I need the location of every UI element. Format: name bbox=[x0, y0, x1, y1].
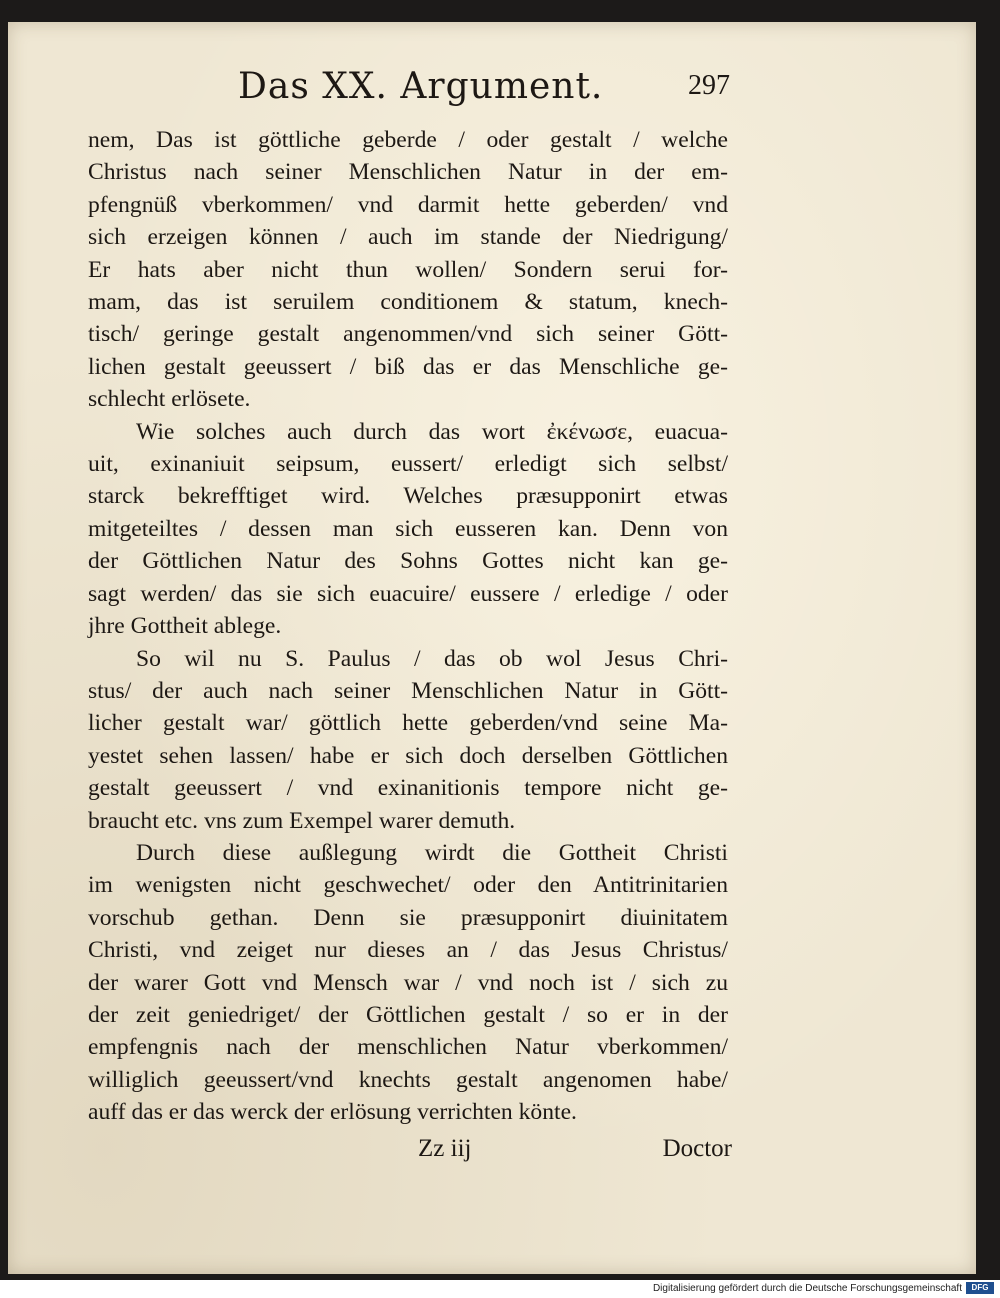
text-line: Er hats aber nicht thun wollen/ Sondern serui for- bbox=[88, 256, 728, 283]
text-line: sagt werden/ das sie sich euacuire/ eussere / erledige / oder bbox=[88, 580, 728, 607]
text-line: mam, das ist seruilem conditionem & statum, knech- bbox=[88, 289, 728, 316]
text-line: mitgeteiltes / dessen man sich eusseren kan. Denn von bbox=[88, 515, 728, 542]
dfg-logo: DFG bbox=[966, 1282, 994, 1294]
text-line: der warer Gott vnd Mensch war / vnd noch ist / sich zu bbox=[88, 969, 728, 996]
text-line: So wil nu S. Paulus / das ob wol Jesus Chri- bbox=[136, 645, 728, 672]
running-title: Das XX. Argument. bbox=[238, 66, 604, 107]
text-line: starck bekrefftiget wird. Welches præsupponirt etwas bbox=[88, 483, 728, 510]
text-line: braucht etc. vns zum Exempel warer demuth. bbox=[88, 807, 516, 834]
paragraph bbox=[88, 643, 728, 837]
text-line: Christi, vnd zeiget nur dieses an / das Jesus Christus/ bbox=[88, 937, 728, 964]
catchword: Doctor bbox=[662, 1134, 732, 1162]
paragraph bbox=[88, 124, 728, 416]
text-line: nem, Das ist göttliche geberde / oder gestalt / welche bbox=[88, 127, 728, 153]
text-line: jhre Gottheit ablege. bbox=[88, 613, 282, 640]
text-line: gestalt geeussert / vnd exinanitionis tempore nicht ge- bbox=[88, 775, 728, 802]
page-number: 297 bbox=[688, 70, 730, 101]
text-line: Wie solches auch durch das wort ἐκένωσε, euacua- bbox=[136, 418, 728, 445]
signature-mark: Zz iij bbox=[418, 1134, 472, 1162]
text-line: Durch diese außlegung wirdt die Gottheit Christi bbox=[136, 839, 728, 866]
running-head bbox=[88, 62, 728, 124]
text-line: stus/ der auch nach seiner Menschlichen Natur in Gött- bbox=[88, 677, 728, 704]
text-line: im wenigsten nicht geschwechet/ oder den Antitrinitarien bbox=[88, 872, 728, 899]
text-block bbox=[88, 62, 732, 1169]
text-line: williglich geeussert/vnd knechts gestalt angenomen habe/ bbox=[88, 1066, 728, 1093]
text-line: tisch/ geringe gestalt angenommen/vnd sich seiner Gött- bbox=[88, 321, 728, 348]
text-line: vorschub gethan. Denn sie præsupponirt diuinitatem bbox=[88, 904, 728, 931]
paragraph bbox=[88, 837, 728, 1129]
text-line: pfengnüß vberkommen/ vnd darmit hette geberden/ vnd bbox=[88, 191, 728, 218]
book-page bbox=[8, 22, 976, 1274]
text-line: licher gestalt war/ göttlich hette geberden/vnd seine Ma- bbox=[88, 710, 728, 737]
text-line: auff das er das werck der erlösung verrichten könte. bbox=[88, 1099, 577, 1126]
text-line: Christus nach seiner Menschlichen Natur in der em- bbox=[88, 159, 728, 186]
body-text bbox=[88, 124, 728, 1129]
text-line: uit, exinaniuit seipsum, eussert/ erledigt sich selbst/ bbox=[88, 451, 728, 478]
paragraph bbox=[88, 416, 728, 643]
page-footer bbox=[88, 1133, 732, 1169]
text-line: sich erzeigen können / auch im stande der Niedrigung/ bbox=[88, 224, 728, 251]
text-line: schlecht erlösete. bbox=[88, 386, 251, 413]
text-line: yestet sehen lassen/ habe er sich doch derselben Göttlichen bbox=[88, 742, 728, 769]
text-line: empfengnis nach der menschlichen Natur vberkommen/ bbox=[88, 1034, 728, 1061]
digitization-credit: Digitalisierung gefördert durch die Deutsche Forschungsgemeinschaft bbox=[652, 1283, 962, 1294]
text-line: lichen gestalt geeussert / biß das er das Menschliche ge- bbox=[88, 353, 728, 380]
text-line: der zeit geniedriget/ der Göttlichen gestalt / so er in der bbox=[88, 1001, 728, 1028]
text-line: der Göttlichen Natur des Sohns Gottes nicht kan ge- bbox=[88, 548, 728, 575]
